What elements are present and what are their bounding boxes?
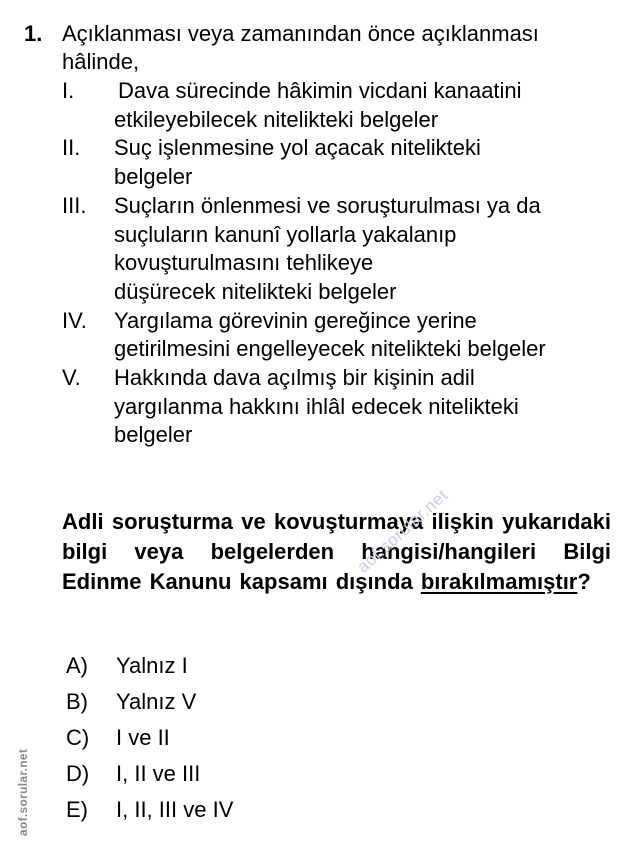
side-watermark: aof.sorular.net [16,748,30,836]
question-prompt-mark: ? [577,569,591,594]
option-letter: B) [66,689,88,714]
statement-line: belgeler [114,164,193,190]
statement-numeral: III. [62,192,87,218]
statement-numeral: II. [62,135,81,161]
statement-line: Hakkında dava açılmış bir kişinin adil [114,365,475,391]
option-letter: C) [66,725,90,750]
diagonal-watermark: aof.sorular.net [353,485,452,577]
statement-text [114,192,622,307]
statement-line: yargılanma hakkını ihlâl edecek nitelikteki [114,393,519,419]
statement-item-1 [62,77,622,134]
statement-line: suçluların kanunî yollarla yakalanıp [114,221,457,247]
statement-line: etkileyebilecek nitelikteki belgeler [114,106,439,132]
question-stem-line: hâlinde, [62,49,140,74]
option-letter: A) [66,653,88,678]
statement-line: kovuşturulmasını tehlikeye [114,250,374,276]
option-text: Yalnız I [116,653,188,678]
statement-item-5 [62,364,622,450]
question-stem-line: Açıklanması veya zamanından önce açıklanması [62,21,539,46]
statement-line: Dava sürecinde hâkimin vicdani kanaatini [118,78,522,103]
statement-line: düşürecek nitelikteki belgeler [114,278,397,304]
option-text: I ve II [116,725,170,750]
question-prompt-emphasis: bırakılmamıştır [420,569,578,594]
statement-line: getirilmesini engelleyecek nitelikteki belgeler [114,336,546,362]
statement-item-2 [62,134,622,191]
statement-text [114,307,622,364]
option-text: Yalnız V [116,689,197,714]
statement-line: belgeler [114,422,193,448]
statement-line: Suçların önlenmesi ve soruşturulması ya da [114,192,541,218]
statement-numeral: V. [62,365,81,391]
statement-numeral: IV. [62,307,87,333]
statement-text [114,134,622,191]
option-letter: D) [66,761,90,786]
question-prompt-text: Adli soruşturma ve kovuşturmaya ilişkin yukarıdaki bilgi veya belgelerden hangisi/hangileri Bilgi Edinme Kanunu kapsamı dışında [62,509,611,594]
statement-numeral: I. [62,78,75,103]
option-text: I, II ve III [116,761,201,786]
option-letter: E) [66,797,88,822]
statement-line: Yargılama görevinin gereğince yerine [114,307,477,333]
statement-text [114,364,622,450]
statement-line: Suç işlenmesine yol açacak nitelikteki [114,135,481,161]
statement-list [62,77,622,450]
statement-item-3 [62,192,622,307]
statement-text [114,77,622,134]
option-text: I, II, III ve IV [116,797,234,822]
question-prompt [62,507,611,597]
question-stem [62,20,632,76]
question-number: 1. [24,21,43,46]
statement-item-4 [62,307,622,364]
